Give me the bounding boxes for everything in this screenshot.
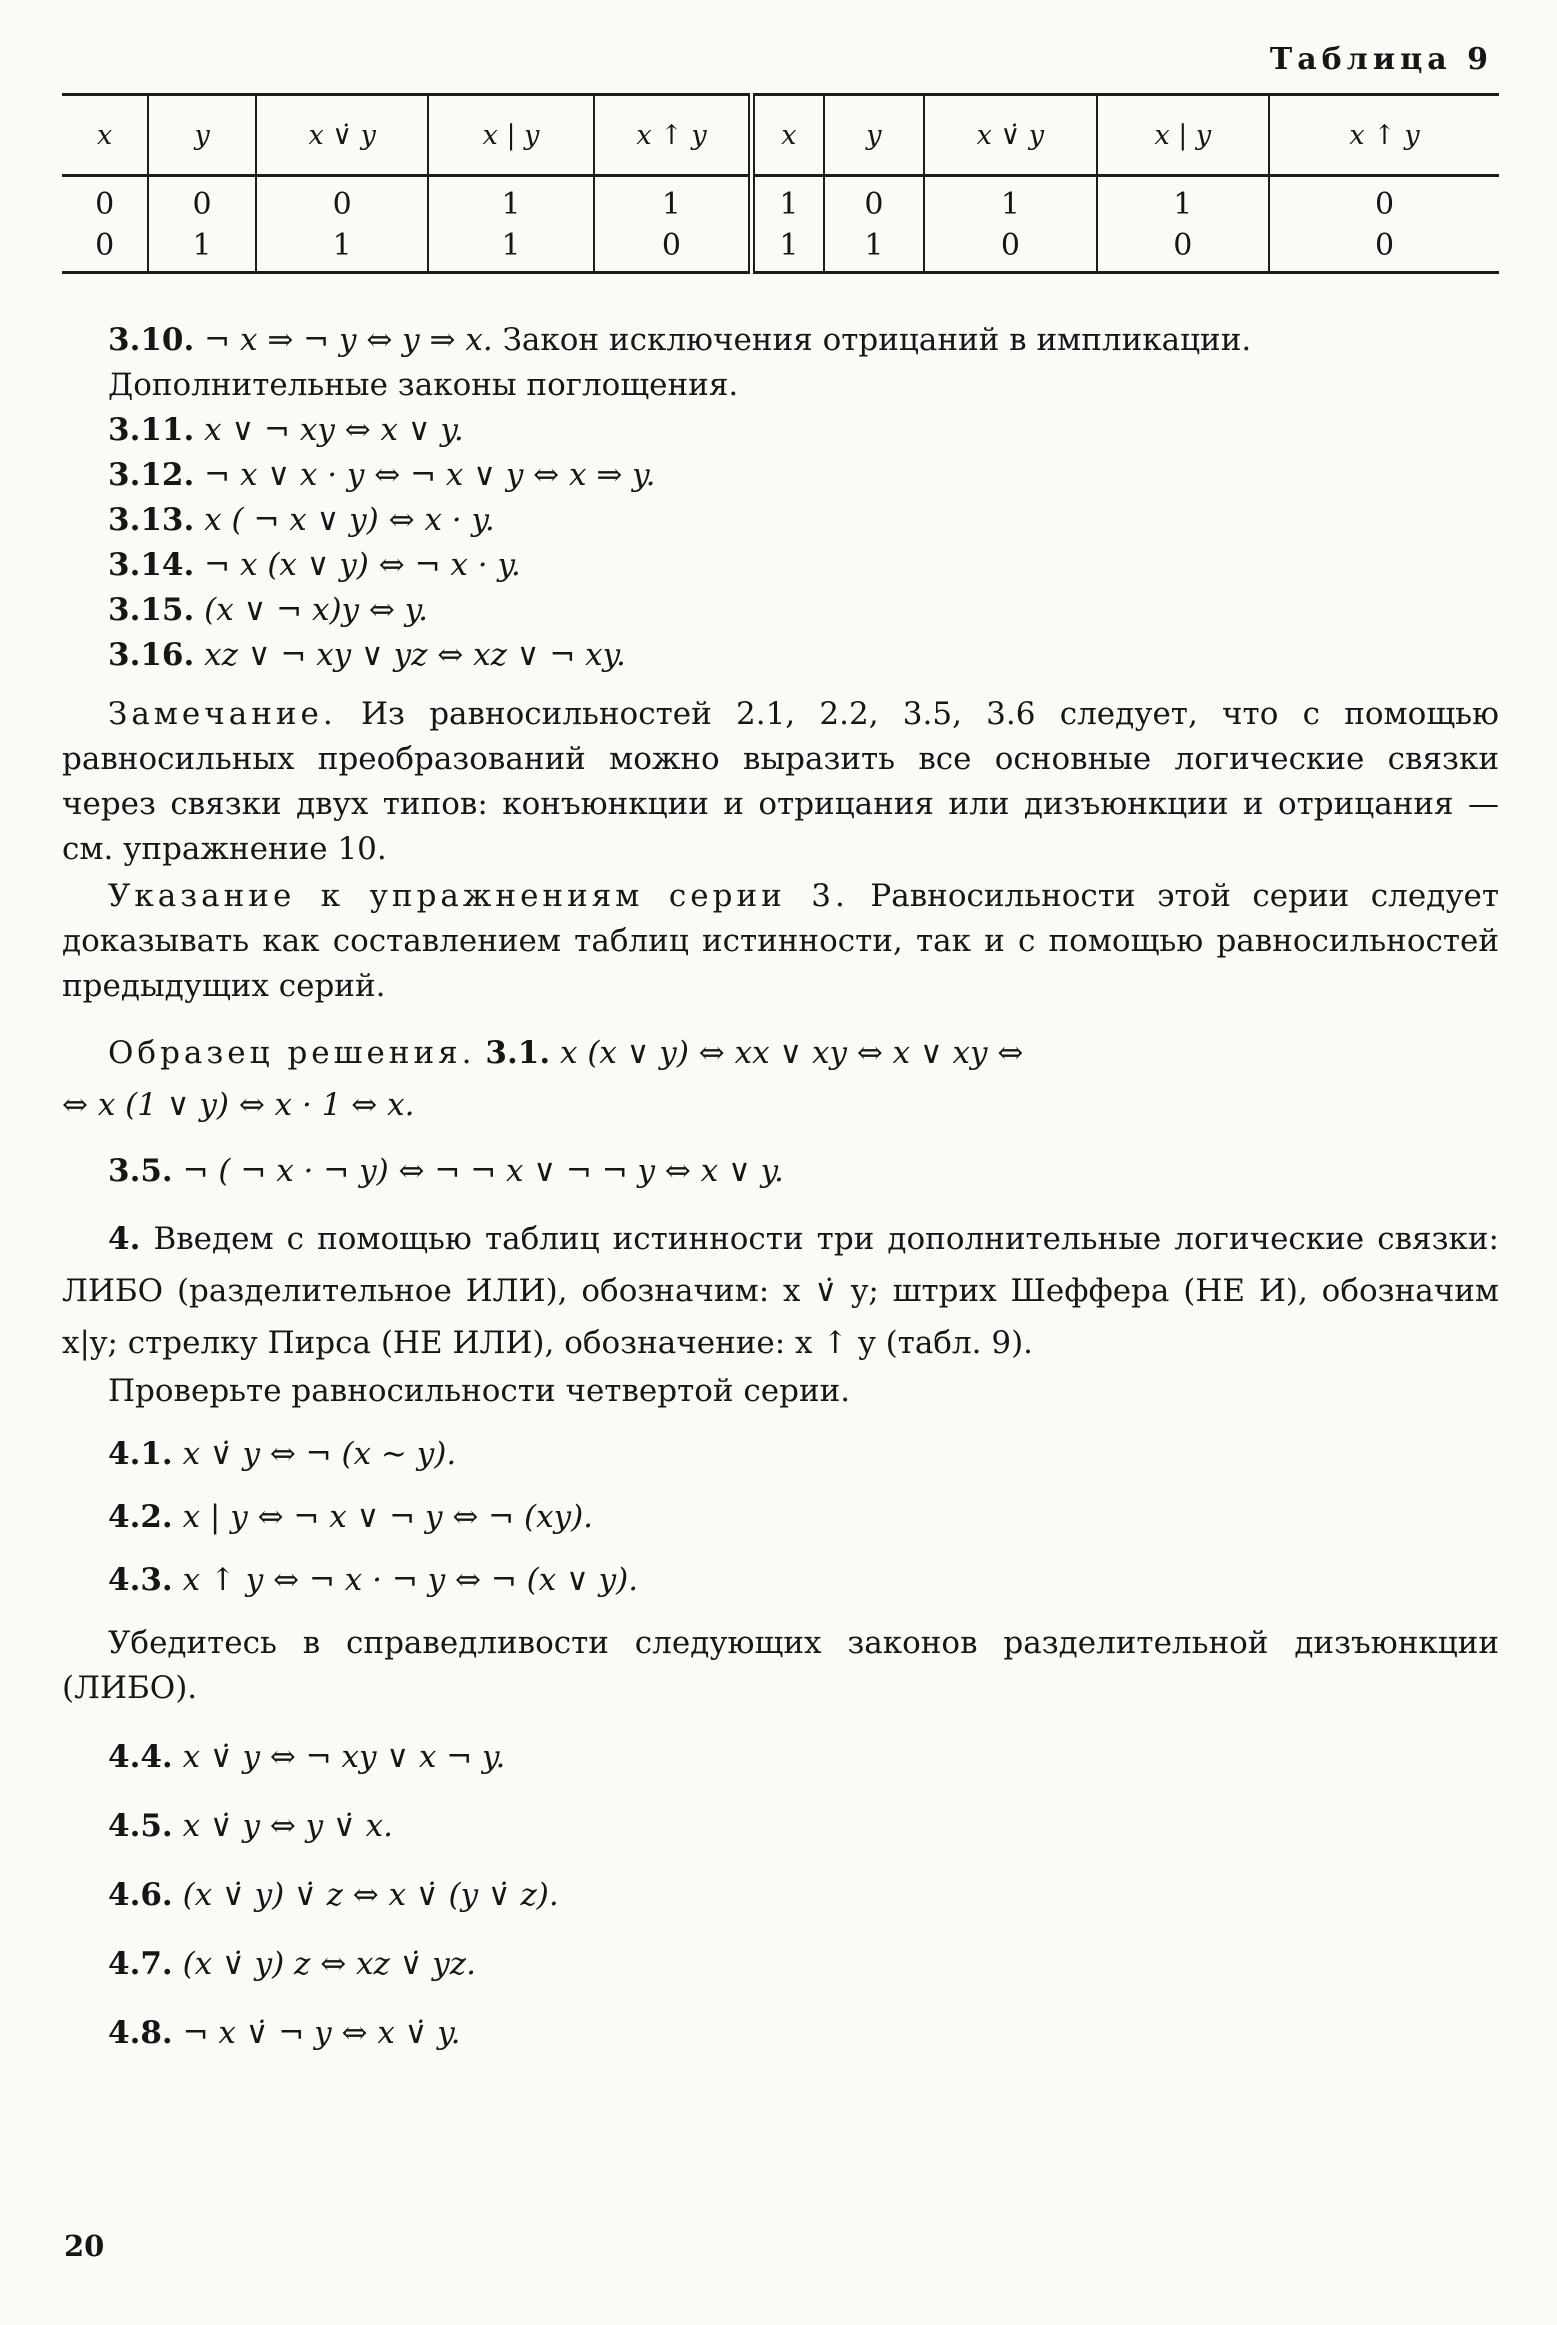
check-series-4-intro: Проверьте равносильности четвертой серии. (108, 1373, 851, 1409)
exercise-3-11 (62, 408, 1499, 453)
exercise-4-8 (62, 2011, 1499, 2056)
exercise-number: 3.16. (108, 637, 195, 673)
exercise-3-5 (62, 1145, 1499, 1197)
exercise-number: 4.7. (108, 1946, 173, 1982)
exercise-formula: (x ∨ ¬ x)y ⇔ y. (204, 592, 428, 628)
table-cell: 1 (752, 225, 824, 273)
page-number: 20 (64, 2229, 105, 2263)
table-header-cell: x (752, 95, 824, 176)
exercise-3-16 (62, 633, 1499, 678)
table-header-cell: y (824, 95, 925, 176)
table-cell: 0 (924, 225, 1096, 273)
table-caption (62, 42, 1499, 77)
exercise-3-13 (62, 498, 1499, 543)
exercise-3-15 (62, 588, 1499, 633)
truth-table (62, 93, 1499, 274)
sample-solution (62, 1027, 1499, 1131)
exercise-formula: x ∨̇ y ⇔ y ∨̇ x. (182, 1808, 393, 1844)
table-cell: 1 (148, 225, 256, 273)
table-header-cell: x ∨̇ y (924, 95, 1096, 176)
table-header-cell: x ∨̇ y (256, 95, 428, 176)
exercise-number: 4.5. (108, 1808, 173, 1844)
exercise-number: 4.6. (108, 1877, 173, 1913)
exercise-description: Закон исключения отрицаний в импликации. (502, 322, 1252, 358)
exercise-number: 3.11. (108, 412, 195, 448)
exercise-formula: ¬ x ⇒ ¬ y ⇔ y ⇒ x. (204, 322, 493, 358)
table-cell: 1 (428, 176, 593, 226)
exercise-number: 3.10. (108, 322, 195, 358)
xor-laws-intro: Убедитесь в справедливости следующих законов разделительной дизъюнкции (ЛИБО). (62, 1625, 1499, 1706)
table-cell: 1 (428, 225, 593, 273)
exercise-formula: x ∨̇ y ⇔ ¬ (x ∼ y). (182, 1436, 457, 1472)
remark-text: Из равносильностей 2.1, 2.2, 3.5, 3.6 следует, что с помощью равносильных преобразований можно выразить все основные логические связки через связки двух типов: конъюнкции и отрицания или дизъюнкции и отрицания — см. упражнение 10. (62, 696, 1499, 867)
sample-formula-line1: x (x ∨ y) ⇔ xx ∨ xy ⇔ x ∨ xy ⇔ (560, 1035, 1024, 1071)
exercise-formula: x | y ⇔ ¬ x ∨ ¬ y ⇔ ¬ (xy). (182, 1499, 594, 1535)
table-caption-text: Таблица 9 (1269, 42, 1493, 77)
exercise-3-10 (62, 318, 1499, 363)
guideline-lead: Указание к упражнениям серии 3. (108, 878, 849, 914)
exercise-formula: ¬ x ∨̇ ¬ y ⇔ x ∨̇ y. (182, 2015, 461, 2051)
section-4-paragraph (62, 1213, 1499, 1369)
section-4-text: Введем с помощью таблиц истинности три дополнительные логические связки: ЛИБО (разделительное ИЛИ), обозначим: x ∨̇ y; штрих Шеффера (НЕ И), обозначим x|y; стрелку Пирса (НЕ ИЛИ), обозначение: x ↑ y (табл. 9). (62, 1221, 1499, 1361)
table-cell: 1 (594, 176, 752, 226)
exercise-formula: x ↑ y ⇔ ¬ x · ¬ y ⇔ ¬ (x ∨ y). (182, 1562, 639, 1598)
table-row (62, 176, 1499, 226)
table-cell: 1 (824, 225, 925, 273)
remark-lead: Замечание. (108, 696, 337, 732)
exercise-formula: x ∨ ¬ xy ⇔ x ∨ y. (204, 412, 464, 448)
truth-table-body (62, 176, 1499, 273)
exercise-formula: x ( ¬ x ∨ y) ⇔ x · y. (204, 502, 495, 538)
table-cell: 0 (1097, 225, 1269, 273)
guideline-paragraph (62, 874, 1499, 1009)
table-cell: 0 (148, 176, 256, 226)
exercise-number: 3.15. (108, 592, 195, 628)
exercise-number: 3.5. (108, 1153, 173, 1189)
absorption-laws-intro: Дополнительные законы поглощения. (108, 367, 739, 403)
table-cell: 0 (256, 176, 428, 226)
exercise-number: 3.14. (108, 547, 195, 583)
exercise-4-2 (62, 1495, 1499, 1540)
table-cell: 1 (256, 225, 428, 273)
section-number: 4. (108, 1221, 141, 1257)
sample-lead: Образец решения. (108, 1035, 476, 1071)
exercise-number: 3.12. (108, 457, 195, 493)
table-cell: 1 (1097, 176, 1269, 226)
table-header-cell: x | y (428, 95, 593, 176)
page-body-text (62, 318, 1499, 2056)
exercise-number: 3.1. (485, 1035, 551, 1071)
exercise-formula: (x ∨̇ y) ∨̇ z ⇔ x ∨̇ (y ∨̇ z). (182, 1877, 559, 1913)
exercise-4-1 (62, 1432, 1499, 1477)
table-cell: 0 (95, 187, 115, 222)
table-cell: 0 (594, 225, 752, 273)
exercise-number: 4.4. (108, 1739, 173, 1775)
table-cell: 1 (752, 176, 824, 226)
guideline-text: Равносильности этой серии следует доказывать как составлением таблиц истинности, так и с помощью равносильностей предыдущих серий. (62, 878, 1499, 1004)
table-cell: 0 (95, 228, 115, 263)
table-cell: 0 (1269, 225, 1499, 273)
exercise-formula: ¬ x (x ∨ y) ⇔ ¬ x · y. (204, 547, 521, 583)
table-header-cell: x ↑ y (1269, 95, 1499, 176)
exercise-number: 4.1. (108, 1436, 173, 1472)
table-row (62, 225, 1499, 273)
table-header-cell: x (62, 95, 148, 176)
exercise-number: 4.2. (108, 1499, 173, 1535)
truth-table-header (62, 95, 1499, 176)
exercise-formula: (x ∨̇ y) z ⇔ xz ∨̇ yz. (182, 1946, 476, 1982)
exercise-4-6 (62, 1873, 1499, 1918)
exercise-number: 4.3. (108, 1562, 173, 1598)
table-cell: 0 (1269, 176, 1499, 226)
table-header-cell: x | y (1097, 95, 1269, 176)
exercise-formula: x ∨̇ y ⇔ ¬ xy ∨ x ¬ y. (182, 1739, 506, 1775)
exercise-number: 4.8. (108, 2015, 173, 2051)
exercise-4-5 (62, 1804, 1499, 1849)
table-header-cell: x ↑ y (594, 95, 752, 176)
table-header-cell: y (148, 95, 256, 176)
sample-formula-line2: ⇔ x (1 ∨ y) ⇔ x · 1 ⇔ x. (62, 1087, 415, 1123)
exercise-4-4 (62, 1735, 1499, 1780)
table-cell: 0 (824, 176, 925, 226)
exercise-4-7 (62, 1942, 1499, 1987)
exercise-number: 3.13. (108, 502, 195, 538)
table-header-row (62, 95, 1499, 176)
exercise-3-12 (62, 453, 1499, 498)
table-cell: 1 (924, 176, 1096, 226)
exercise-formula: ¬ x ∨ x · y ⇔ ¬ x ∨ y ⇔ x ⇒ y. (204, 457, 656, 493)
exercise-formula: xz ∨ ¬ xy ∨ yz ⇔ xz ∨ ¬ xy. (204, 637, 626, 673)
exercise-4-3 (62, 1558, 1499, 1603)
exercise-formula: ¬ ( ¬ x · ¬ y) ⇔ ¬ ¬ x ∨ ¬ ¬ y ⇔ x ∨ y. (182, 1153, 784, 1189)
exercise-3-14 (62, 543, 1499, 588)
remark-paragraph (62, 692, 1499, 872)
